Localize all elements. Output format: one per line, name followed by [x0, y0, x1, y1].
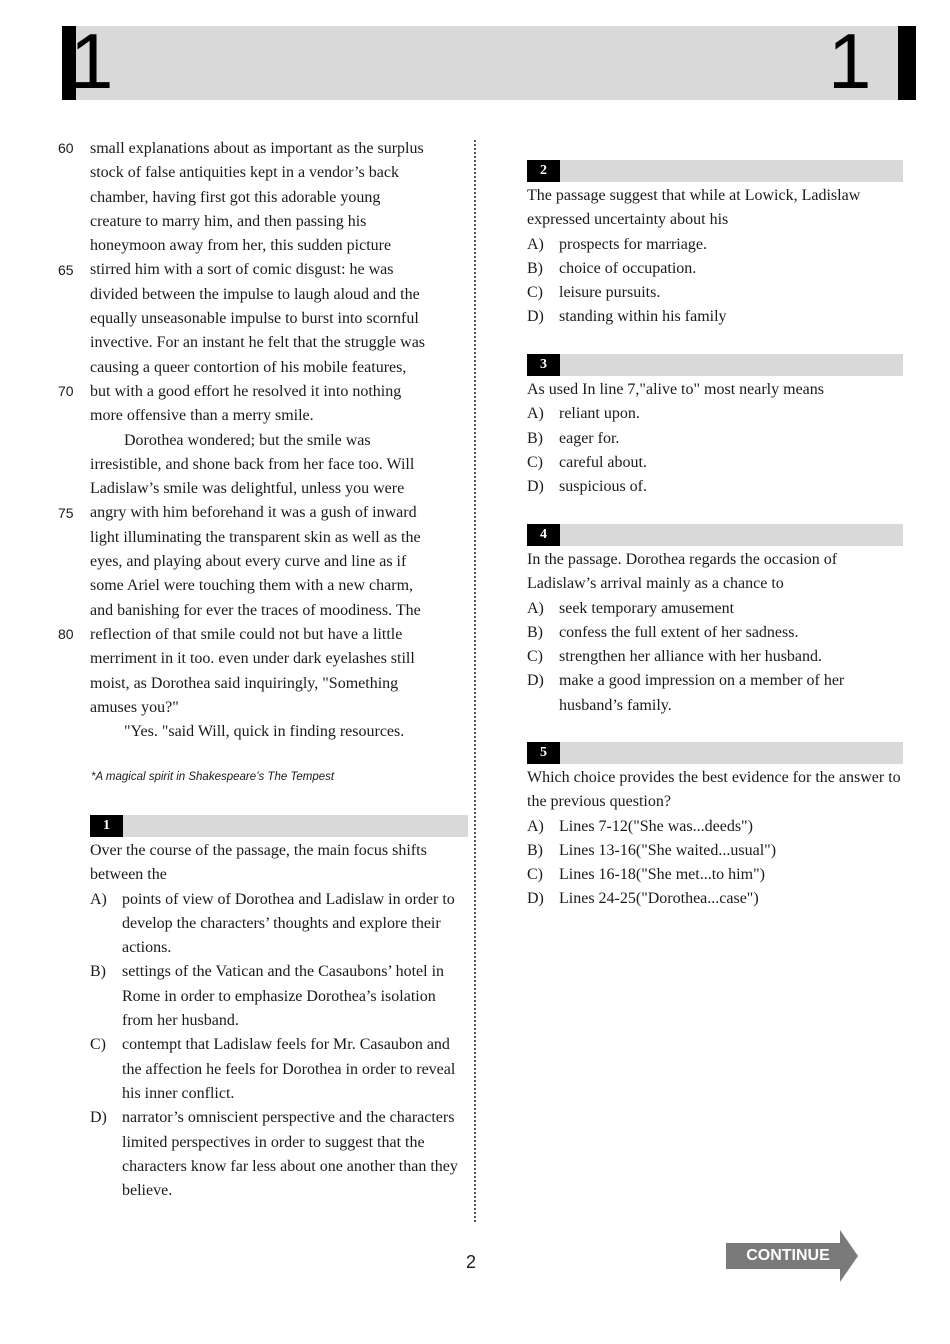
question-number: 1 [90, 815, 123, 837]
answer-option[interactable] [527, 815, 903, 839]
option-letter: A) [527, 817, 544, 835]
question-number: 3 [527, 354, 560, 376]
option-letter: B) [90, 963, 106, 981]
question-number: 5 [527, 742, 560, 764]
passage-line: honeymoon away from her, this sudden picture [90, 237, 392, 255]
answer-option[interactable] [527, 887, 903, 911]
passage-line: eyes, and playing about every curve and line as if [90, 553, 407, 571]
question-number: 2 [527, 160, 560, 182]
question-header-bar [527, 524, 903, 546]
answer-option[interactable] [527, 645, 903, 669]
option-letter: D) [527, 672, 544, 690]
option-text: settings of the Vatican and the Casaubons’ hotel in Rome in order to emphasize Dorothea’s isolation from her husband. [122, 963, 445, 1030]
line-number: 70 [58, 383, 74, 399]
answer-option[interactable] [527, 669, 903, 718]
option-text: strengthen her alliance with her husband. [559, 648, 823, 666]
question-number: 4 [527, 524, 560, 546]
option-letter: D) [527, 890, 544, 908]
option-text: Lines 16-18("She met...to him") [559, 866, 765, 884]
option-text: prospects for marriage. [559, 235, 707, 253]
passage-line: Dorothea wondered; but the smile was [124, 431, 371, 449]
continue-label: CONTINUE [746, 1247, 830, 1264]
question-stem: Over the course of the passage, the main focus shifts between the [90, 842, 427, 884]
section-header-bar [62, 26, 916, 100]
option-text: contempt that Ladislaw feels for Mr. Casaubon and the affection he feels for Dorothea in order to reveal his inner conflict. [122, 1036, 456, 1102]
answer-option[interactable] [90, 960, 468, 1033]
passage-line: and banishing for ever the traces of moodiness. The [90, 601, 421, 619]
question-1 [90, 815, 468, 1203]
header-marker-right [898, 26, 916, 100]
answer-option[interactable] [527, 621, 903, 645]
option-text: Lines 7-12("She was...deeds") [559, 817, 753, 835]
answer-option[interactable] [527, 475, 903, 499]
passage-line: divided between the impulse to laugh aloud and the [90, 285, 420, 303]
option-letter: A) [527, 405, 544, 423]
passage-line: some Ariel were touching them with a new charm, [90, 577, 414, 595]
option-letter: C) [527, 866, 543, 884]
passage-line: light illuminating the transparent skin as well as the [90, 528, 421, 546]
option-text: standing within his family [559, 308, 727, 326]
answer-option[interactable] [527, 597, 903, 621]
option-text: Lines 13-16("She waited...usual") [559, 841, 777, 859]
passage-line: equally unseasonable impulse to burst into scornful [90, 310, 419, 328]
question-stem: Which choice provides the best evidence for the answer to the previous question? [527, 769, 901, 811]
option-text: leisure pursuits. [559, 284, 661, 302]
line-number: 60 [58, 140, 74, 156]
question-header-bar [527, 354, 903, 376]
answer-option[interactable] [527, 257, 903, 281]
passage-line: stock of false antiquities kept in a vendor’s back [90, 164, 399, 182]
passage-line: small explanations about as important as the surplus [90, 140, 424, 157]
reading-passage [90, 137, 470, 744]
passage-line: reflection of that smile could not but have a little [90, 625, 403, 643]
option-text: reliant upon. [559, 405, 640, 423]
option-letter: D) [90, 1109, 107, 1127]
option-letter: C) [90, 1036, 106, 1054]
option-letter: D) [527, 308, 544, 326]
page-number: 2 [466, 1252, 477, 1272]
answer-option[interactable] [527, 233, 903, 257]
option-letter: B) [527, 259, 543, 277]
option-letter: B) [527, 623, 543, 641]
answer-option[interactable] [527, 281, 903, 305]
answer-option[interactable] [90, 1033, 468, 1106]
question-header-bar [527, 742, 903, 764]
question-5 [527, 742, 903, 912]
passage-line: amuses you?" [90, 698, 179, 716]
answer-option[interactable] [527, 305, 903, 329]
passage-line: irresistible, and shone back from her face too. Will [90, 455, 415, 473]
option-text: seek temporary amusement [559, 599, 735, 617]
answer-option[interactable] [527, 863, 903, 887]
option-letter: B) [527, 429, 543, 447]
question-header-bar [527, 160, 903, 182]
question-stem: In the passage. Dorothea regards the occasion of Ladislaw’s arrival mainly as a chance to [527, 551, 838, 593]
column-divider [474, 140, 476, 1222]
answer-option[interactable] [527, 451, 903, 475]
option-text: choice of occupation. [559, 259, 697, 277]
question-3 [527, 354, 903, 499]
question-2 [527, 160, 903, 330]
answer-option[interactable] [527, 402, 903, 426]
question-4 [527, 524, 903, 718]
option-text: eager for. [559, 429, 620, 447]
option-letter: A) [527, 235, 544, 253]
option-text: confess the full extent of her sadness. [559, 623, 799, 641]
option-letter: B) [527, 841, 543, 859]
option-text: points of view of Dorothea and Ladislaw in order to develop the characters’ thoughts and explore their actions. [122, 890, 455, 957]
question-header-bar [90, 815, 468, 837]
passage-line: but with a good effort he resolved it into nothing [90, 382, 402, 400]
option-letter: C) [527, 648, 543, 666]
passage-line: more offensive than a merry smile. [90, 407, 314, 425]
section-number-right: 1 [828, 17, 872, 105]
line-number: 65 [58, 261, 74, 278]
line-number: 80 [58, 626, 74, 642]
answer-option[interactable] [90, 888, 468, 961]
option-letter: A) [527, 599, 544, 617]
answer-option[interactable] [527, 427, 903, 451]
passage-line: chamber, having first got this adorable young [90, 188, 381, 206]
passage-line: "Yes. "said Will, quick in finding resources. [124, 723, 405, 741]
section-number-left: 1 [70, 17, 114, 105]
answer-option[interactable] [527, 839, 903, 863]
passage-line: stirred him with a sort of comic disgust: he was [90, 261, 394, 279]
option-text: careful about. [559, 453, 647, 471]
option-text: Lines 24-25("Dorothea...case") [559, 890, 759, 908]
option-letter: A) [90, 890, 107, 908]
passage-line: creature to marry him, and then passing his [90, 212, 367, 230]
option-letter: D) [527, 478, 544, 496]
passage-footnote: *A magical spirit in Shakespeare’s The Tempest [91, 771, 335, 783]
continue-button[interactable] [726, 1230, 858, 1282]
line-number: 75 [58, 504, 74, 521]
passage-line: Ladislaw’s smile was delightful, unless you were [90, 480, 405, 498]
option-text: make a good impression on a member of her husband’s family. [559, 672, 845, 714]
passage-line: moist, as Dorothea said inquiringly, "Something [90, 674, 399, 692]
option-text: narrator’s omniscient perspective and the characters limited perspectives in order to suggest that the characters know far less about one another than they believe. [122, 1109, 458, 1200]
question-stem: The passage suggest that while at Lowick, Ladislaw expressed uncertainty about his [527, 187, 861, 229]
option-text: suspicious of. [559, 478, 647, 496]
question-stem: As used In line 7,"alive to" most nearly means [527, 381, 824, 398]
passage-line: merriment in it too. even under dark eyelashes still [90, 650, 415, 668]
passage-line: invective. For an instant he felt that the struggle was [90, 334, 426, 352]
passage-line: angry with him beforehand it was a gush of inward [90, 504, 417, 522]
option-letter: C) [527, 284, 543, 302]
answer-option[interactable] [90, 1106, 468, 1203]
option-letter: C) [527, 453, 543, 471]
passage-line: causing a queer contortion of his mobile features, [90, 358, 407, 376]
